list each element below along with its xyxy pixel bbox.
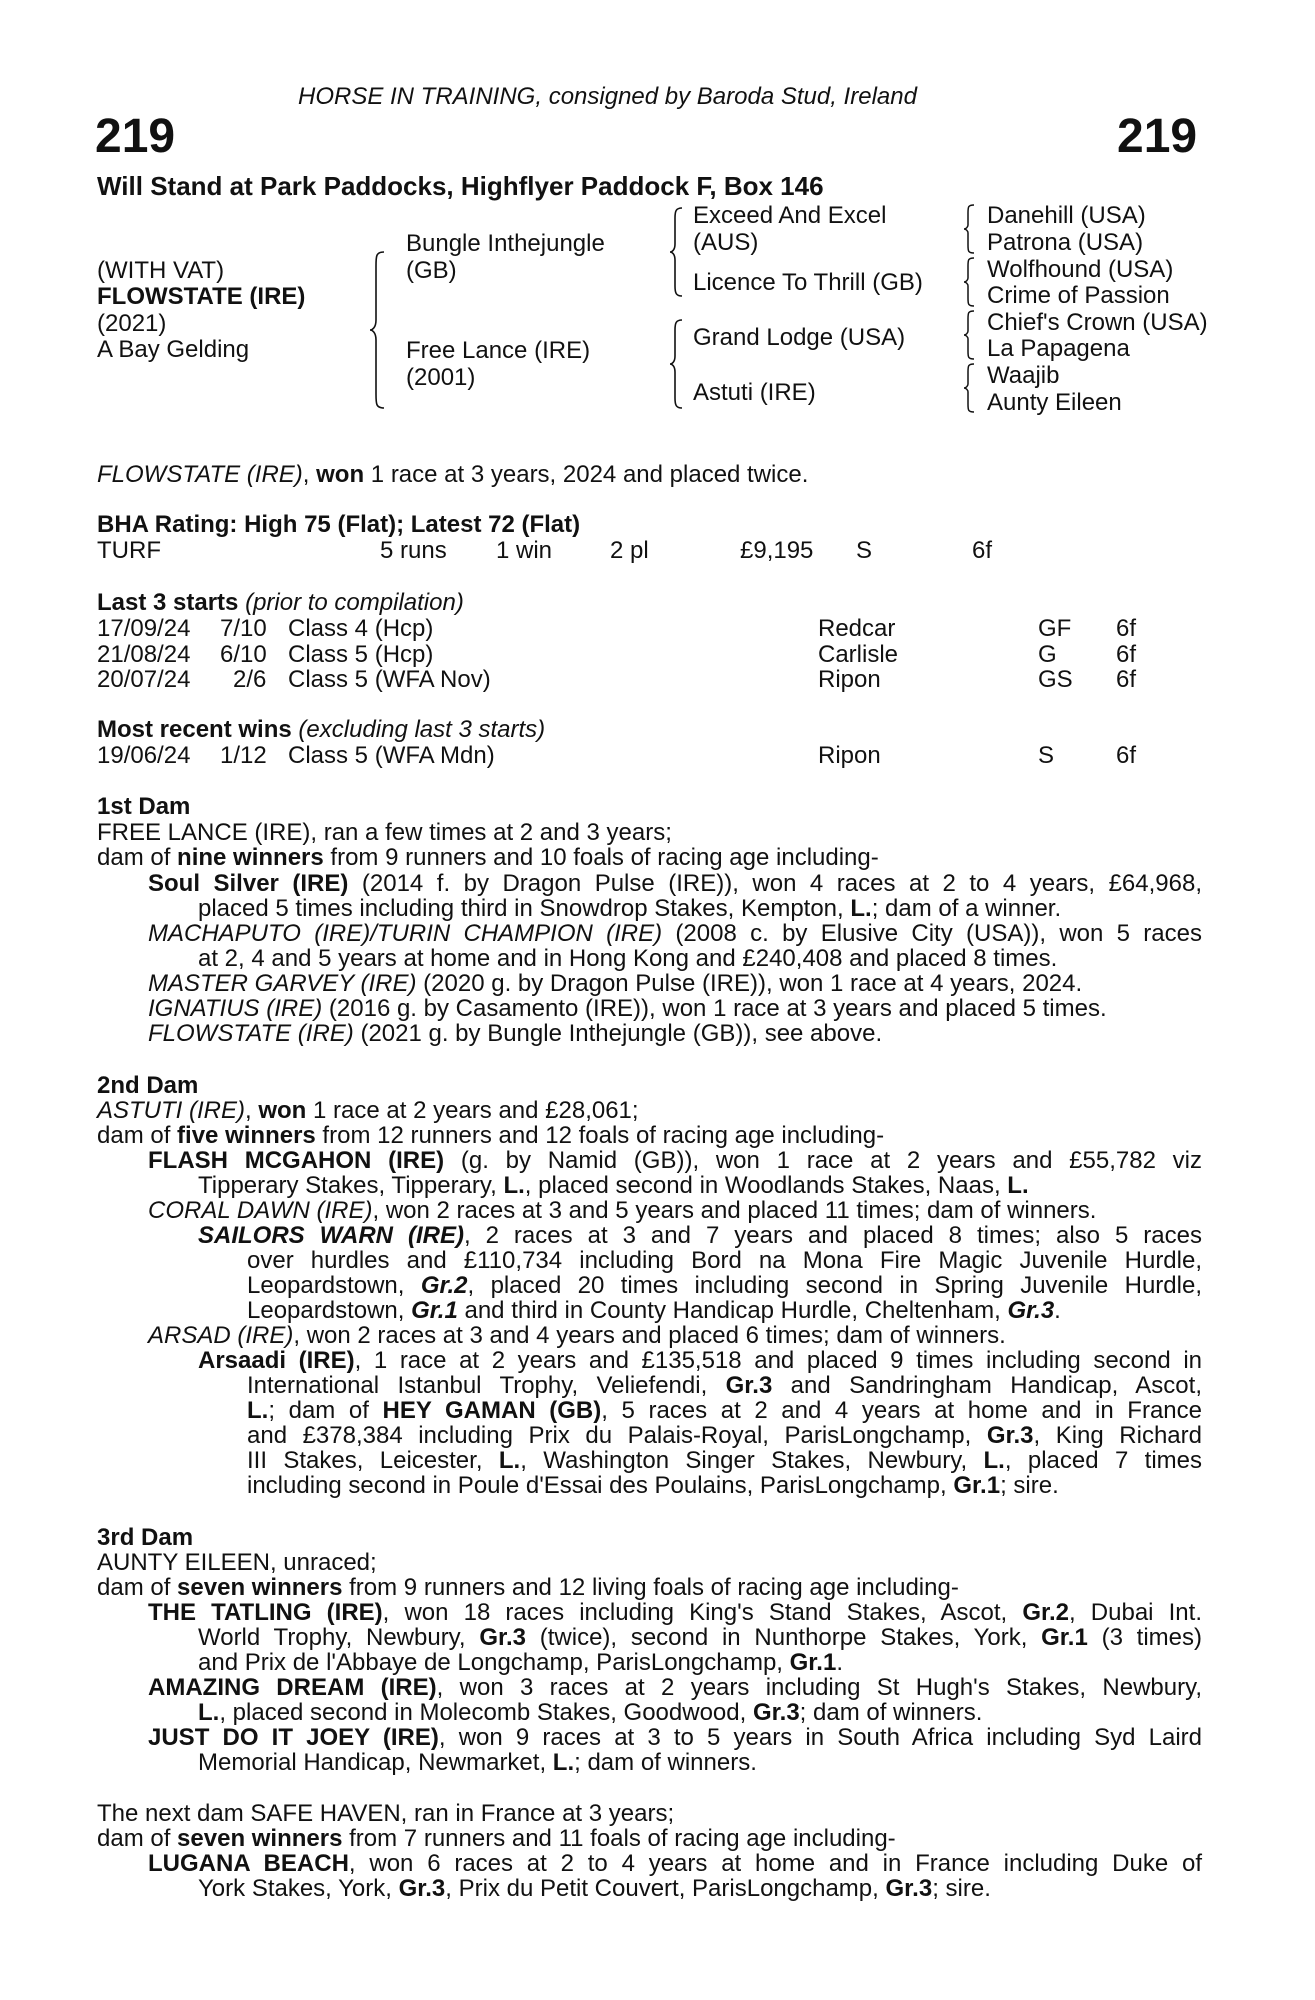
sailors-warn-line4: Leopardstown, Gr.1 and third in County Handicap Hurdle, Cheltenham, Gr.3. [247, 1297, 1061, 1324]
sire-name: Bungle Inthejungle [406, 230, 605, 257]
dam-year: (2001) [406, 364, 476, 391]
ignatius-line: IGNATIUS (IRE) (2016 g. by Casamento (IRE)), won 1 race at 3 years and placed 5 times. [148, 995, 1107, 1022]
start-going: GF [1038, 615, 1072, 642]
rating-surface: TURF [97, 537, 161, 564]
summary-won: won [316, 461, 365, 488]
rating-going: S [856, 537, 873, 564]
start-position: 2/6 [233, 666, 267, 693]
win-distance: 6f [1116, 742, 1137, 769]
machaputo-line1: MACHAPUTO (IRE)/TURIN CHAMPION (IRE) (2008 c. by Elusive City (USA)), won 5 races [148, 920, 1202, 947]
machaputo-line2: at 2, 4 and 5 years at home and in Hong Kong and £240,408 and placed 8 times. [198, 945, 1058, 972]
arsaadi-line3: L.; dam of HEY GAMAN (GB), 5 races at 2 and 4 years at home and in France [247, 1397, 1203, 1424]
pedigree-brace-g3-1 [962, 203, 976, 255]
start-position: 6/10 [220, 641, 267, 668]
start-course: Carlisle [818, 641, 899, 668]
horse-vat: (WITH VAT) [97, 257, 225, 284]
third-dam-produce: dam of seven winners from 9 runners and 12 living foals of racing age including- [97, 1574, 959, 1601]
amazing-dream-line1: AMAZING DREAM (IRE), won 3 races at 2 years including St Hugh's Stakes, Newbury, [148, 1674, 1203, 1701]
soul-silver-line1: Soul Silver (IRE) (2014 f. by Dragon Pulse (IRE)), won 4 races at 2 to 4 years, £64,968, [148, 870, 1203, 897]
first-dam-title: 1st Dam [97, 793, 191, 820]
win-position: 1/12 [220, 742, 267, 769]
start-distance: 6f [1116, 666, 1137, 693]
rating-earnings: £9,195 [740, 537, 814, 564]
win-going: S [1038, 742, 1055, 769]
sire-sire-name: Exceed And Excel [693, 202, 887, 229]
pedigree-brace-g3-4 [962, 362, 976, 414]
start-date: 21/08/24 [97, 641, 191, 668]
rating-runs: 5 runs [380, 537, 447, 564]
rating-distance: 6f [972, 537, 993, 564]
recent-wins-note: (excluding last 3 starts) [298, 716, 546, 743]
rating-wins: 1 win [496, 537, 553, 564]
bha-rating: BHA Rating: High 75 (Flat); Latest 72 (Flat) [97, 511, 581, 538]
flash-mcgahon-line2: Tipperary Stakes, Tipperary, L., placed second in Woodlands Stakes, Naas, L. [198, 1172, 1029, 1199]
g3-ddd: Aunty Eileen [987, 389, 1122, 416]
start-position: 7/10 [220, 615, 267, 642]
start-date: 17/09/24 [97, 615, 191, 642]
arsaadi-line2: International Istanbul Trophy, Veliefendi, Gr.3 and Sandringham Handicap, Ascot, [247, 1372, 1202, 1399]
sire-sire-origin: (AUS) [693, 229, 759, 256]
tatling-line1: THE TATLING (IRE), won 18 races including King's Stand Stakes, Ascot, Gr.2, Dubai Int. [148, 1599, 1202, 1626]
third-dam-title: 3rd Dam [97, 1524, 194, 1551]
start-race: Class 5 (WFA Nov) [288, 666, 491, 693]
dam-name: Free Lance (IRE) [406, 337, 591, 364]
start-course: Redcar [818, 615, 896, 642]
sailors-warn-line3: Leopardstown, Gr.2, placed 20 times including second in Spring Juvenile Hurdle, [247, 1272, 1202, 1299]
summary-comma: , [302, 461, 310, 488]
start-race: Class 5 (Hcp) [288, 641, 434, 668]
horse-year: (2021) [97, 310, 167, 337]
sailors-warn-line2: over hurdles and £110,734 including Bord na Mona Fire Magic Juvenile Hurdle, [247, 1247, 1202, 1274]
g3-sss: Danehill (USA) [987, 202, 1146, 229]
pedigree-brace-g3-3 [962, 309, 976, 361]
start-race: Class 4 (Hcp) [288, 615, 434, 642]
win-date: 19/06/24 [97, 742, 191, 769]
dam-sire-name: Grand Lodge (USA) [693, 324, 906, 351]
pedigree-brace-dam [668, 318, 686, 410]
horse-description: A Bay Gelding [97, 336, 250, 363]
pedigree-brace-g3-2 [962, 256, 976, 308]
next-dam-line: The next dam SAFE HAVEN, ran in France at 3 years; [97, 1800, 675, 1827]
first-dam-line: FREE LANCE (IRE), ran a few times at 2 and 3 years; [97, 819, 672, 846]
g3-dsd: La Papagena [987, 335, 1130, 362]
start-date: 20/07/24 [97, 666, 191, 693]
sire-origin: (GB) [406, 257, 457, 284]
last-starts-heading [97, 590, 464, 616]
just-do-it-joey-line1: JUST DO IT JOEY (IRE), won 9 races at 3 to 5 years in South Africa including Syd Laird [148, 1724, 1203, 1751]
recent-wins-title: Most recent wins [97, 716, 292, 743]
arsaadi-line1: Arsaadi (IRE), 1 race at 2 years and £135,518 and placed 9 times including second in [198, 1347, 1202, 1374]
recent-wins-heading [97, 717, 545, 743]
lugana-beach-line1: LUGANA BEACH, won 6 races at 2 to 4 years at home and in France including Duke of [148, 1850, 1202, 1877]
lot-number-right: 219 [1117, 110, 1198, 163]
soul-silver-line2: placed 5 times including third in Snowdrop Stakes, Kempton, L.; dam of a winner. [198, 895, 1062, 922]
start-going: G [1038, 641, 1057, 668]
pedigree-brace-sire [668, 206, 686, 298]
arsad-line: ARSAD (IRE), won 2 races at 3 and 4 years and placed 6 times; dam of winners. [148, 1322, 1006, 1349]
last-starts-note: (prior to compilation) [245, 589, 464, 616]
arsaadi-line6: including second in Poule d'Essai des Poulains, ParisLongchamp, Gr.1; sire. [247, 1472, 1059, 1499]
second-dam-line: ASTUTI (IRE), won 1 race at 2 years and £28,061; [97, 1097, 639, 1124]
g3-sdd: Crime of Passion [987, 282, 1170, 309]
lugana-beach-line2: York Stakes, York, Gr.3, Prix du Petit Couvert, ParisLongchamp, Gr.3; sire. [198, 1875, 991, 1902]
summary-horse-name: FLOWSTATE (IRE) [97, 461, 303, 488]
third-dam-line: AUNTY EILEEN, unraced; [97, 1549, 377, 1576]
dam-dam-name: Astuti (IRE) [693, 379, 816, 406]
summary-rest: 1 race at 3 years, 2024 and placed twice. [370, 461, 809, 488]
flowstate-line: FLOWSTATE (IRE) (2021 g. by Bungle Inthejungle (GB)), see above. [148, 1020, 883, 1047]
flash-mcgahon-line1: FLASH MCGAHON (IRE) (g. by Namid (GB)), won 1 race at 2 years and £55,782 viz [148, 1147, 1202, 1174]
first-dam-produce: dam of nine winners from 9 runners and 10 foals of racing age including- [97, 844, 879, 871]
horse-name: FLOWSTATE (IRE) [97, 283, 306, 310]
stand-location: Will Stand at Park Paddocks, Highflyer Paddock F, Box 146 [97, 171, 824, 201]
tatling-line2: World Trophy, Newbury, Gr.3 (twice), second in Nunthorpe Stakes, York, Gr.1 (3 times) [198, 1624, 1202, 1651]
second-dam-produce: dam of five winners from 12 runners and 12 foals of racing age including- [97, 1122, 885, 1149]
rating-placed: 2 pl [610, 537, 649, 564]
master-garvey-line: MASTER GARVEY (IRE) (2020 g. by Dragon Pulse (IRE)), won 1 race at 4 years, 2024. [148, 970, 1083, 997]
race-summary [97, 462, 808, 488]
g3-dss: Chief's Crown (USA) [987, 309, 1208, 336]
pedigree-brace-main [368, 250, 388, 410]
coral-dawn-line: CORAL DAWN (IRE), won 2 races at 3 and 5 years and placed 11 times; dam of winners. [148, 1197, 1097, 1224]
amazing-dream-line2: L., placed second in Molecomb Stakes, Goodwood, Gr.3; dam of winners. [198, 1699, 983, 1726]
g3-ssd: Patrona (USA) [987, 229, 1144, 256]
arsaadi-line4: and £378,384 including Prix du Palais-Royal, ParisLongchamp, Gr.3, King Richard [247, 1422, 1202, 1449]
lot-number-left: 219 [95, 110, 176, 163]
tatling-line3: and Prix de l'Abbaye de Longchamp, ParisLongchamp, Gr.1. [198, 1649, 843, 1676]
last-starts-title: Last 3 starts [97, 589, 239, 616]
start-going: GS [1038, 666, 1073, 693]
start-course: Ripon [818, 666, 881, 693]
win-race: Class 5 (WFA Mdn) [288, 742, 495, 769]
sailors-warn-line1: SAILORS WARN (IRE), 2 races at 3 and 7 years and placed 8 times; also 5 races [198, 1222, 1202, 1249]
consignor-line: HORSE IN TRAINING, consigned by Baroda Stud, Ireland [298, 83, 917, 110]
arsaadi-line5: III Stakes, Leicester, L., Washington Singer Stakes, Newbury, L., placed 7 times [247, 1447, 1203, 1474]
next-dam-produce: dam of seven winners from 7 runners and 11 foals of racing age including- [97, 1825, 896, 1852]
sire-dam-name: Licence To Thrill (GB) [693, 269, 923, 296]
start-distance: 6f [1116, 615, 1137, 642]
start-distance: 6f [1116, 641, 1137, 668]
second-dam-title: 2nd Dam [97, 1072, 199, 1099]
win-course: Ripon [818, 742, 881, 769]
g3-dds: Waajib [987, 362, 1060, 389]
just-do-it-joey-line2: Memorial Handicap, Newmarket, L.; dam of winners. [198, 1749, 757, 1776]
g3-sds: Wolfhound (USA) [987, 256, 1174, 283]
